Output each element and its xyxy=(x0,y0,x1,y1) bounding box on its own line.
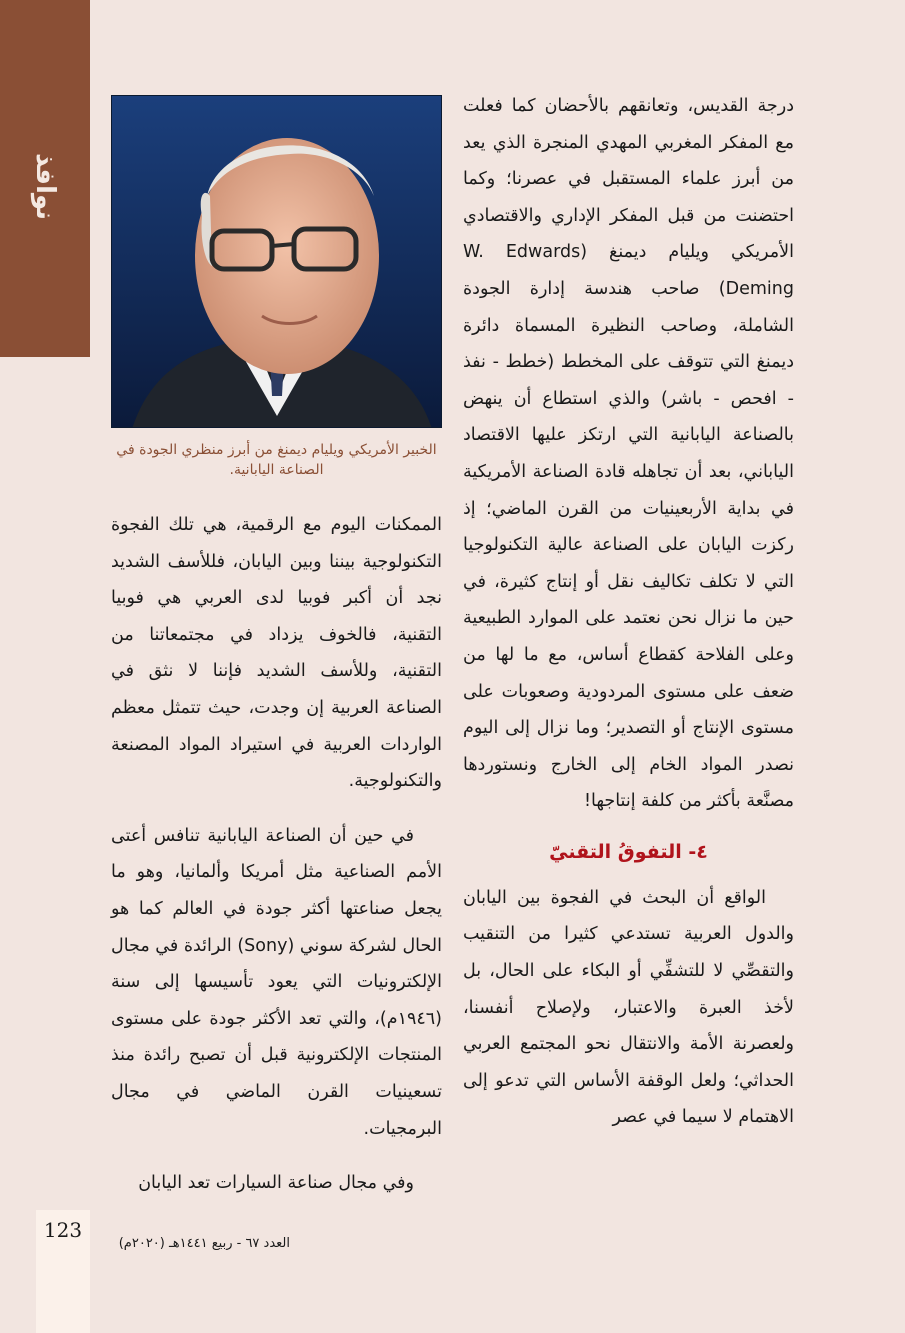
left-paragraph-3: وفي مجال صناعة السيارات تعد اليابان xyxy=(138,1173,414,1194)
right-column xyxy=(463,88,794,1136)
right-paragraph-2: الواقع أن البحث في الفجوة بين اليابان والدول العربية تستدعي كثيرا من التنقيب والتقصِّي لا للتشفِّي أو البكاء على الحال، بل لأخذ العبرة والاعتبار، ولإصلاح أنفسنا، ولعصرنة الأمة والانتقال نحو المجتمع العربي الحداثي؛ ولعل الوقفة الأساس التي تدعو إلى الاهتمام لا سيما في عصر xyxy=(463,887,794,1128)
left-column xyxy=(111,507,442,1202)
section-tab xyxy=(0,0,90,357)
issue-info: العدد ٦٧ - ربيع ١٤٤١هـ (٢٠٢٠م) xyxy=(118,1236,290,1251)
portrait-illustration xyxy=(112,96,442,428)
left-paragraph-2: في حين أن الصناعة اليابانية تنافس أعتى الأمم الصناعية مثل أمريكا وألمانيا، وهو ما يجعل صناعتها أكثر جودة في العالم كما هو الحال لشركة سوني (Sony) الرائدة في مجال الإلكترونيات التي يعود تأسيسها إلى سنة (١٩٤٦م)، والتي تعد الأكثر جودة على مستوى المنتجات الإلكترونية قبل أن تصبح رائدة منذ تسعينيات القرن الماضي في مجال البرمجيات. xyxy=(111,825,443,1139)
right-paragraph-1: درجة القديس، وتعانقهم بالأحضان كما فعلت مع المفكر المغربي المهدي المنجرة الذي يعد من أبرز علماء المستقبل في عصرنا؛ وكما احتضنت من قبل المفكر الإداري والاقتصادي الأمريكي ويليام ديمنغ (W. Edwards Deming) صاحب هندسة إدارة الجودة الشاملة، وصاحب النظيرة المسماة دائرة ديمنغ التي تتوقف على المخطط (خطط - نفذ - افحص - باشر) والذي استطاع أن ينهض بالصناعة اليابانية التي ارتكز عليها الاقتصاد الياباني، بعد أن تجاهله قادة الصناعة الأمريكية في بداية الأربعينيات من القرن الماضي؛ إذ ركزت اليابان على الصناعة عالية التكنولوجيا التي لا تكلف تكاليف نقل أو إنتاج كثيرة، في حين ما نزال نحن نعتمد على الموارد الطبيعية وعلى الفلاحة كقطاع أساس، مع ما لها من ضعف على مستوى المردودية وصعوبات على مستوى الإنتاج أو التصدير؛ وما نزال إلى اليوم نصدر المواد الخام إلى الخارج ونستوردها مصنَّعة بأكثر من كلفة إنتاجها! xyxy=(463,96,794,812)
page-number: 123 xyxy=(43,1218,83,1242)
photo-caption: الخبير الأمريكي ويليام ديمنغ من أبرز منظري الجودة في الصناعة اليابانية. xyxy=(116,442,437,478)
left-paragraph-1: الممكنات اليوم مع الرقمية، هي تلك الفجوة التكنولوجية بيننا وبين اليابان، فللأسف الشديد نجد أن أكبر فوبيا لدى العربي هي فوبيا التقنية، فالخوف يزداد في مجتمعاتنا من التقنية، وللأسف الشديد فإننا لا نثق في الصناعة العربية إن وجدت، حيث تتمثل معظم الواردات العربية في استيراد المواد المصنعة والتكنولوجية. xyxy=(111,515,442,792)
section-heading: ٤- التفوقُ التقنيّ xyxy=(549,840,708,863)
section-tab-label: نوافذ xyxy=(30,153,60,221)
portrait-photo xyxy=(111,95,442,428)
